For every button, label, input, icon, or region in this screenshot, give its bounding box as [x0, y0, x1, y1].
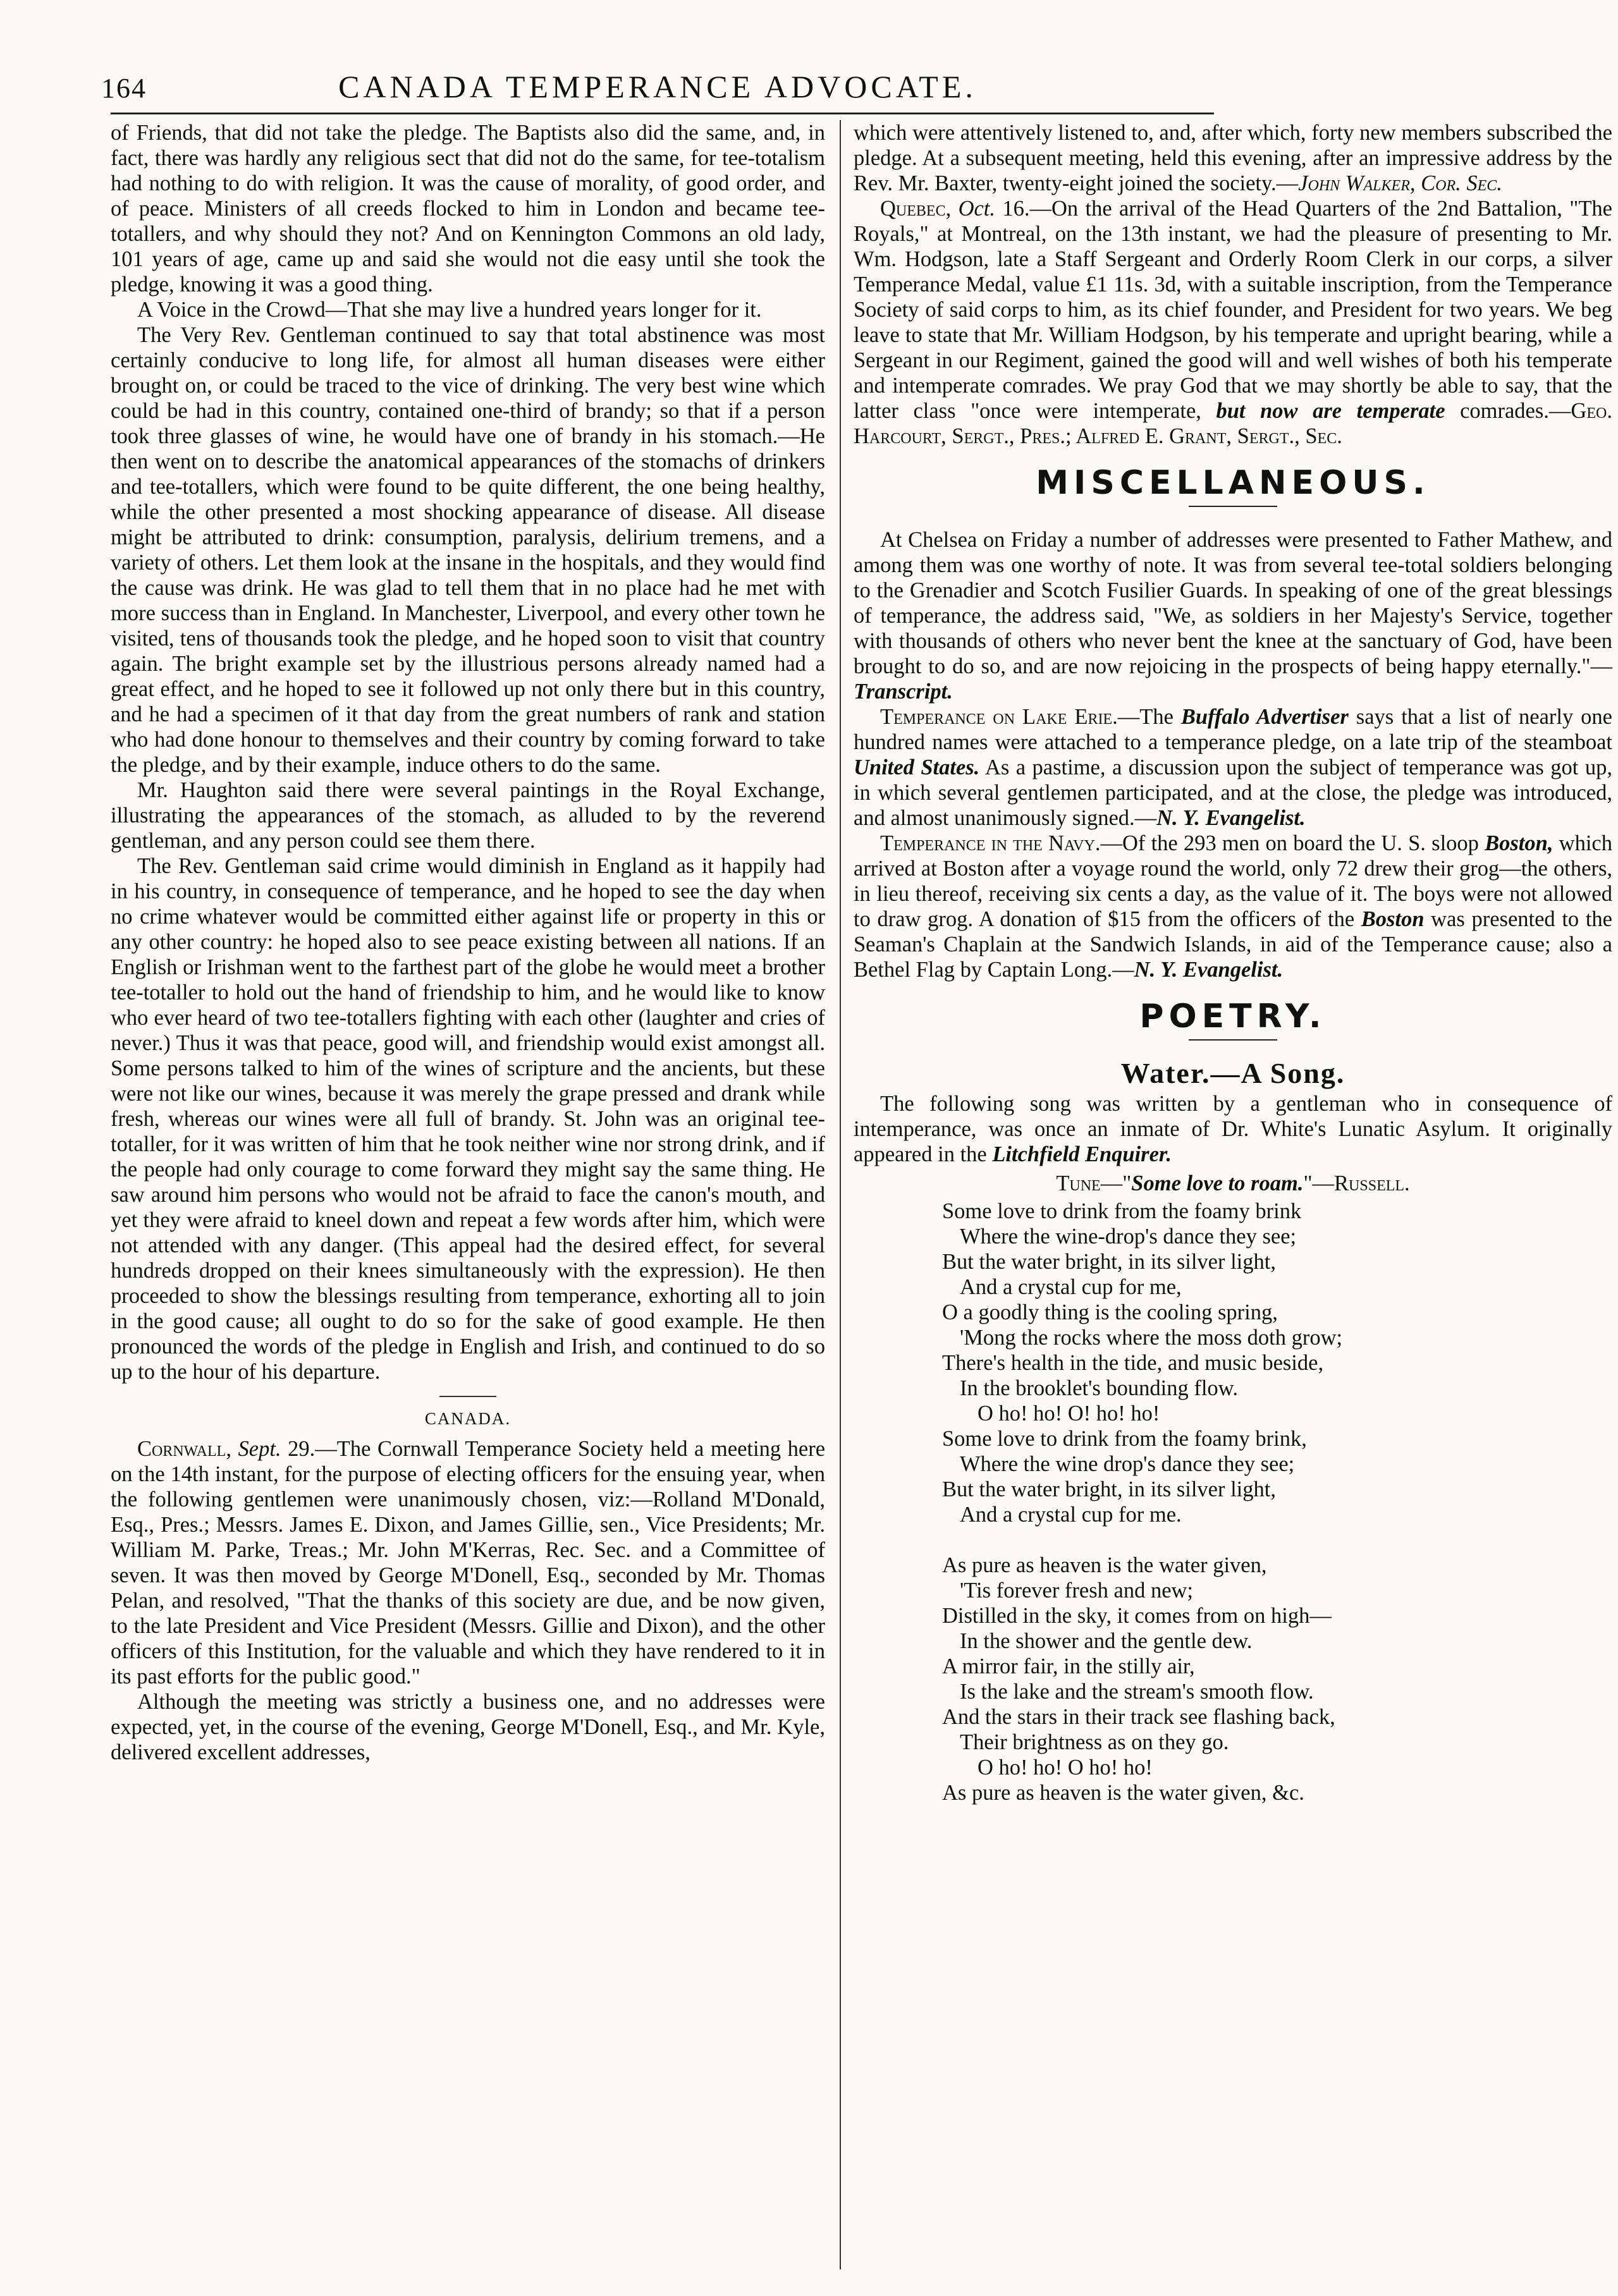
heading-ornament [854, 497, 1612, 513]
stanza-break [854, 1527, 1612, 1553]
verse-line: O ho! ho! O! ho! ho! [978, 1401, 1160, 1426]
cornwall-continued [854, 120, 1612, 196]
navy-item [854, 831, 1612, 982]
verse-line: 'Tis forever fresh and new; [960, 1578, 1194, 1603]
report-body: 16.—On the arrival of the Head Quarters of the 2nd Battalion, "The Royals," at Montreal, on the 13th instant, we had the pleasure of presenting to Mr. Wm. Hodgson, late a Staff Sergeant and Orderly Room Clerk in our corps, a silver Temperance Medal, value £1 11s. 3d, with a suitable inscription, from the Temperance Society of said corps to him, as its chief founder, and President for two years. We beg leave to state that Mr. William Hodgson, by his temperate and upright bearing, while a Sergeant in our Regiment, gained the good will and well wishes of both his temperate and intemperate comrades. We pray God that we may shortly be able to say, that the latter class "once were intemperate, [854, 197, 1612, 423]
verse-line: Some love to drink from the foamy brink, [942, 1427, 1307, 1451]
item-text: was presented to the Seaman's Chaplain at the Sandwich Islands, in aid of the Temperance cause; also a Bethel Flag by Captain Long.— [854, 907, 1612, 982]
verse-line: There's health in the tide, and music beside, [942, 1351, 1324, 1375]
verse-line: O a goodly thing is the cooling spring, [942, 1300, 1278, 1324]
right-column [854, 120, 1612, 1805]
speech-paragraph: The Rev. Gentleman said crime would diminish in England as it happily had in his country, in consequence of temperance, and he hoped to see the day when no crime whatever would be committed either against life or property in this or any other country: he hoped also to see peace existing between all nations. If an English or Irishman went to the farthest part of the globe he would meet a brother tee-totaller to hold out the hand of friendship to him, and he would like to know who ever heard of two tee-totallers fighting with each other (laughter and cries of never.) Thus it was that peace, good will, and friendship would exist amongst all. Some persons talked to him of the wines of scripture and the ancients, but these were not like our wines, because it was merely the grape pressed and drank while fresh, whereas our wines were all full of brandy. St. John was an original tee-totaller, for it was written of him that he took neither wine nor strong drink, and if the people had only courage to come forward they might say the same thing. He saw around him persons who would not be afraid to face the canon's mouth, and yet they were afraid to kneel down and repeat a few words after him, which were not attended with any danger. (This appeal had the desired effect, for several hundreds dropped on their knees simultaneously with the expression). He then proceeded to show the blessings resulting from temperance, exhorting all to join in the good cause; all ought to do so for the sake of good example. He then pronounced the words of the pledge in English and Irish, and continued to do so up to the hour of his departure. [111, 854, 825, 1384]
crowd-voice-paragraph: A Voice in the Crowd—That she may live a hundred years longer for it. [137, 298, 762, 322]
canada-section-label: CANADA. [424, 1409, 512, 1428]
verse-line: In the shower and the gentle dew. [960, 1629, 1253, 1653]
item-heading: Temperance in the Navy. [880, 831, 1101, 855]
tune-label: Tune—" [1056, 1171, 1132, 1195]
column-divider [840, 120, 841, 2269]
poetry-heading: POETRY. [1139, 998, 1327, 1035]
verse-line: As pure as heaven is the water given, [942, 1553, 1267, 1577]
miscellaneous-heading: MISCELLANEOUS. [1036, 464, 1430, 502]
source-credit: Transcript. [854, 680, 953, 704]
page-number: 164 [101, 73, 147, 104]
verse-line: But the water bright, in its silver light, [942, 1477, 1276, 1501]
newspaper-name: Buffalo Advertiser [1180, 705, 1349, 729]
item-text: says that a list of nearly one hundred names were attached to a temperance pledge, on a late trip of the steamboat [854, 705, 1613, 754]
tune-name: Some love to roam. [1131, 1171, 1304, 1195]
quebec-signature: Geo. Harcourt, Sergt., Pres.; Alfred E. Grant, Sergt., Sec. [854, 399, 1612, 448]
song-introduction [854, 1091, 1612, 1167]
left-column [111, 120, 825, 1765]
section-divider [439, 1396, 496, 1397]
report-body-end: comrades.— [1445, 399, 1571, 423]
verse-line: And the stars in their track see flashing back, [942, 1705, 1335, 1729]
quebec-report [854, 196, 1612, 449]
verse-line: Is the lake and the stream's smooth flow. [960, 1680, 1314, 1704]
tune-line [854, 1171, 1612, 1196]
report-body: 29.—The Cornwall Temperance Society held a meeting here on the 14th instant, for the purpose of electing officers for the ensuing year, when the following gentlemen were unanimously chosen, viz:—Rolland M'Donald, Esq., Pres.; Messrs. James E. Dixon, and James Gillie, sen., Vice Presidents; Mr. William M. Parke, Treas.; Mr. John M'Kerras, Rec. Sec. and a Committee of seven. It was then moved by George M'Donell, Esq., seconded by Mr. Thomas Pelan, and resolved, "That the thanks of this society are due, and be now given, to the late President and Vice President (Messrs. Gillie and Dixon), and the other officers of this Institution, for the valuable and which they have rendered to it in its past efforts for the public good." [111, 1437, 826, 1688]
lake-erie-item [854, 704, 1612, 831]
speech-paragraph: of Friends, that did not take the pledge. The Baptists also did the same, and, in fact, there was hardly any religious sect that did not do the same, for tee-totalism had nothing to do with religion. It was the cause of morality, of good order, and of peace. Ministers of all creeds flocked to him in London and became tee-totallers, and why should they not? And on Kennington Commons an old lady, 101 years of age, came up and said she would not die easy until she took the pledge, knowing it was a good thing. [111, 121, 825, 296]
cornwall-continued-text: which were attentively listened to, and, after which, forty new members subscribed the pledge. At a subsequent meeting, held this evening, after an impressive address by the Rev. Mr. Baxter, twenty-eight joined the society.— [854, 121, 1612, 195]
verse-line: But the water bright, in its silver light, [942, 1250, 1276, 1274]
verse-line: Distilled in the sky, it comes from on high— [942, 1604, 1332, 1628]
chelsea-item [854, 527, 1612, 704]
chelsea-text: At Chelsea on Friday a number of addresses were presented to Father Mathew, and among them was one worthy of note. It was from several tee-total soldiers belonging to the Grenadier and Scotch Fusilier Guards. In speaking of one of the great blessings of temperance, the address said, "We, as soldiers in her Majesty's Service, together with thousands of others who never bent the knee at the sanctuary of God, have been brought to do so, and are now rejoicing in the prospects of being happy eternally."— [854, 528, 1612, 678]
cornwall-report [111, 1436, 825, 1689]
meeting-paragraph: Although the meeting was strictly a business one, and no addresses were expected, yet, in the course of the evening, George M'Donell, Esq., and Mr. Kyle, delivered excellent addresses, [111, 1690, 825, 1764]
dateline-place: Quebec, [880, 197, 952, 221]
verse-line: As pure as heaven is the water given, &c. [942, 1781, 1304, 1805]
source-credit: N. Y. Evangelist. [1156, 806, 1306, 830]
item-text: which arrived at Boston after a voyage round the world, only 72 drew their grog—the others, in lieu thereof, receiving six cents a day, as the value of it. The boys were not allowed to draw grog. A donation of $15 from the officers of the [854, 831, 1612, 931]
verse-line: Where the wine drop's dance they see; [960, 1452, 1295, 1476]
verse-line: And a crystal cup for me, [960, 1275, 1182, 1299]
ship-name: Boston, [1485, 831, 1554, 855]
verse-line: Some love to drink from the foamy brink [942, 1199, 1302, 1223]
verse-line: Where the wine-drop's dance they see; [960, 1224, 1297, 1249]
cornwall-signature: John Walker, Cor. Sec. [1298, 171, 1502, 195]
tune-composer: "—Russell. [1303, 1171, 1410, 1195]
newspaper-name: Litchfield Enquirer. [992, 1142, 1172, 1166]
dateline-month: Oct. [958, 197, 996, 221]
intro-text: The following song was written by a gentleman who in consequence of intemperance, was once an inmate of Dr. White's Lunatic Asylum. It originally appeared in the [854, 1092, 1612, 1166]
verse-line: In the brooklet's bounding flow. [960, 1376, 1238, 1400]
verse-line: O ho! ho! O ho! ho! [978, 1756, 1153, 1780]
source-credit: N. Y. Evangelist. [1134, 958, 1284, 982]
dateline-month: Sept. [238, 1437, 281, 1461]
item-heading: Temperance on Lake Erie. [880, 705, 1118, 729]
verse-one [942, 1199, 1612, 1527]
verse-line: And a crystal cup for me. [960, 1503, 1182, 1527]
dateline-place: Cornwall, [137, 1437, 231, 1461]
verse-line: A mirror fair, in the stilly air, [942, 1654, 1195, 1678]
verse-two [942, 1553, 1612, 1805]
item-text: —Of the 293 men on board the U. S. sloop [1100, 831, 1485, 855]
header-rule [111, 113, 1214, 114]
emphasis-text: but now are temperate [1216, 399, 1445, 423]
song-title: Water.—A Song. [1120, 1057, 1345, 1089]
haughton-paragraph: Mr. Haughton said there were several paintings in the Royal Exchange, illustrating the appearances of the stomach, as alluded to by the reverend gentleman, and any person could see them there. [111, 778, 825, 853]
item-text: As a pastime, a discussion upon the subject of temperance was got up, in which several gentlemen participated, and at the close, the pledge was introduced, and almost unanimously signed.— [854, 755, 1612, 830]
speech-paragraph: The Very Rev. Gentleman continued to say that total abstinence was most certainly conducive to long life, for almost all human diseases were either brought on, or could be traced to the vice of drinking. The very best wine which could be had in this country, contained one-third of brandy; so that if a person took three glasses of wine, he would have one of brandy in his stomach.—He then went on to describe the anatomical appearances of the stomachs of drinkers and tee-totallers, which were found to be quite different, the one being healthy, while the other presented a most shocking appearance of disease. All disease might be attributed to drink: consumption, paralysis, delirium tremens, and a variety of others. Let them look at the insane in the hospitals, and they would find the cause was drink. He was glad to tell them that in no place had he met with more success than in England. In Manchester, Liverpool, and every other town he visited, tens of thousands took the pledge, and he hoped soon to visit that country again. The bright example set by the illustrious persons already named had a great effect, and he hoped to see it followed up not only there but in this country, and he had a specimen of it that day from the great numbers of rank and station who had done honour to themselves and their country by coming forward to take the pledge, and by their example, induce others to do the same. [111, 323, 825, 777]
heading-ornament [854, 1030, 1612, 1047]
ship-name: United States. [854, 755, 980, 779]
ship-name: Boston [1361, 907, 1425, 931]
verse-line: Their brightness as on they go. [960, 1730, 1229, 1754]
item-text: —The [1117, 705, 1181, 729]
newspaper-title: CANADA TEMPERANCE ADVOCATE. [338, 69, 977, 104]
masthead [101, 68, 1214, 113]
verse-line: 'Mong the rocks where the moss doth grow; [960, 1326, 1343, 1350]
